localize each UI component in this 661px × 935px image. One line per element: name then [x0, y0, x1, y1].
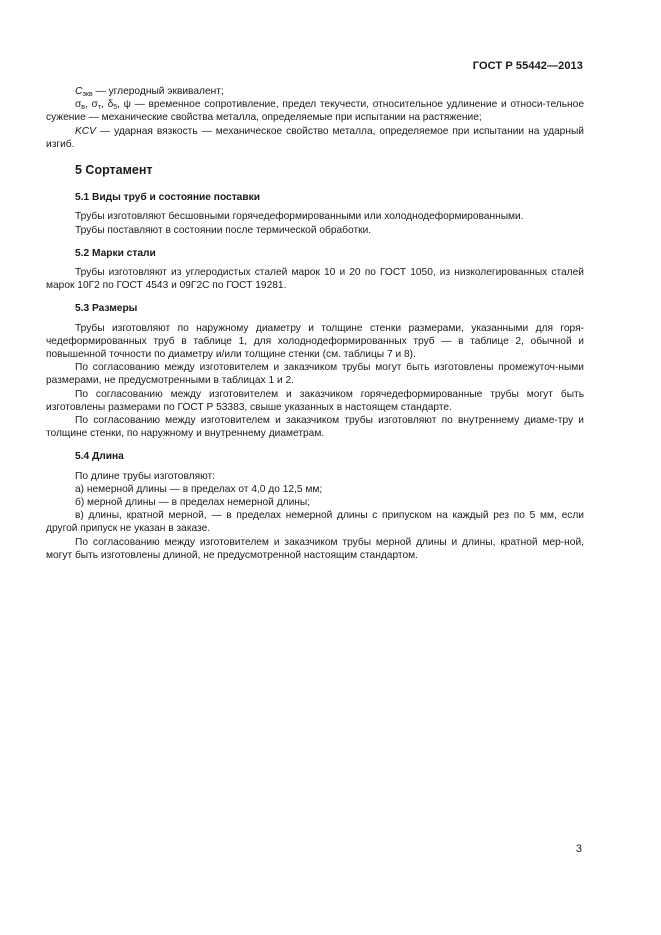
- section-title: 5 Сортамент: [75, 163, 153, 178]
- sigma-sub: в: [81, 104, 86, 112]
- delta-sub: 5: [113, 104, 118, 112]
- paragraph: Трубы изготовляют из углеродистых сталей марок 10 и 20 по ГОСТ 1050, из низколегированных сталей марок 10Г2 по ГОСТ 4543 и 09Г2С по ГОСТ 19281.: [46, 267, 584, 292]
- paragraph: По согласованию между изготовителем и заказчиком трубы изготовляют по внутреннему диаме-тру и толщине стенки, по наружному и внутреннему диаметрам.: [46, 415, 584, 440]
- paragraph: Трубы изготовляют бесшовными горячедеформированными или холоднодеформированными.: [75, 211, 524, 223]
- delta-symbol: , δ: [101, 99, 114, 111]
- sigma-t-sub: т: [97, 104, 102, 112]
- psi-symbol: , ψ: [117, 99, 131, 111]
- sigma-t-symbol: , σ: [85, 99, 98, 111]
- paragraph: По согласованию между изготовителем и заказчиком трубы могут быть изготовлены промежуточ-ными размерами, не предусмотренными в таблицах 1 и 2.: [46, 362, 584, 387]
- kcv-symbol: KCV: [75, 125, 96, 137]
- definition-ceq: [46, 85, 584, 98]
- sigma-symbol: σ: [75, 99, 82, 111]
- subsection-5-1-title: 5.1 Виды труб и состояние поставки: [75, 192, 260, 204]
- list-item: а) немерной длины — в пределах от 4,0 до 12,5 мм;: [75, 483, 323, 495]
- definition-kcv: [46, 125, 584, 151]
- page-content: [46, 85, 584, 562]
- paragraph: Трубы изготовляют по наружному диаметру и толщине стенки размерами, указанными для горя-чедеформированных труб в таблице 1, для холоднодеформированных труб — в таблице 2, обычной и повышенной точности по диаметру и/или толщине стенки (см. таблицы 7 и 8).: [46, 322, 584, 361]
- subsection-5-3-title: 5.3 Размеры: [75, 303, 138, 315]
- page-number: 3: [575, 843, 582, 855]
- paragraph: По согласованию между изготовителем и заказчиком горячедеформированные трубы могут быть изготовлены размерами по ГОСТ Р 53383, свыше указанных в настоящем стандарте.: [46, 388, 584, 413]
- ceq-subscript: экв: [82, 91, 93, 98]
- mechanical-text: — временное сопротивление, предел текучести, относительное удлинение и относи-тельное сужение — механические свойства металла, определяемые при испытании на растяжение;: [46, 99, 585, 124]
- ceq-text: — углеродный эквивалент;: [92, 86, 224, 97]
- subsection-5-4-title: 5.4 Длина: [75, 451, 124, 463]
- paragraph: По согласованию между изготовителем и заказчиком трубы мерной длины и длины, кратной мер-ной, могут быть изготовлены длиной, не предусмотренной настоящим стандартом.: [46, 536, 584, 561]
- definition-mechanical: [46, 98, 584, 124]
- list-item: б) мерной длины — в пределах немерной длины;: [75, 497, 311, 509]
- paragraph: Трубы поставляют в состоянии после термической обработки.: [75, 224, 372, 236]
- kcv-text: — ударная вязкость — механическое свойство металла, определяемое при испытании на ударный изгиб.: [46, 125, 584, 150]
- document-header: ГОСТ Р 55442—2013: [472, 60, 583, 72]
- list-item: в) длины, кратной мерной, — в пределах немерной длины с припуском на каждый рез по 5 мм, если другой припуск не указан в заказе.: [46, 510, 584, 535]
- ceq-symbol: C: [75, 86, 83, 97]
- subsection-5-2-title: 5.2 Марки стали: [75, 247, 156, 259]
- paragraph: По длине трубы изготовляют:: [75, 470, 215, 482]
